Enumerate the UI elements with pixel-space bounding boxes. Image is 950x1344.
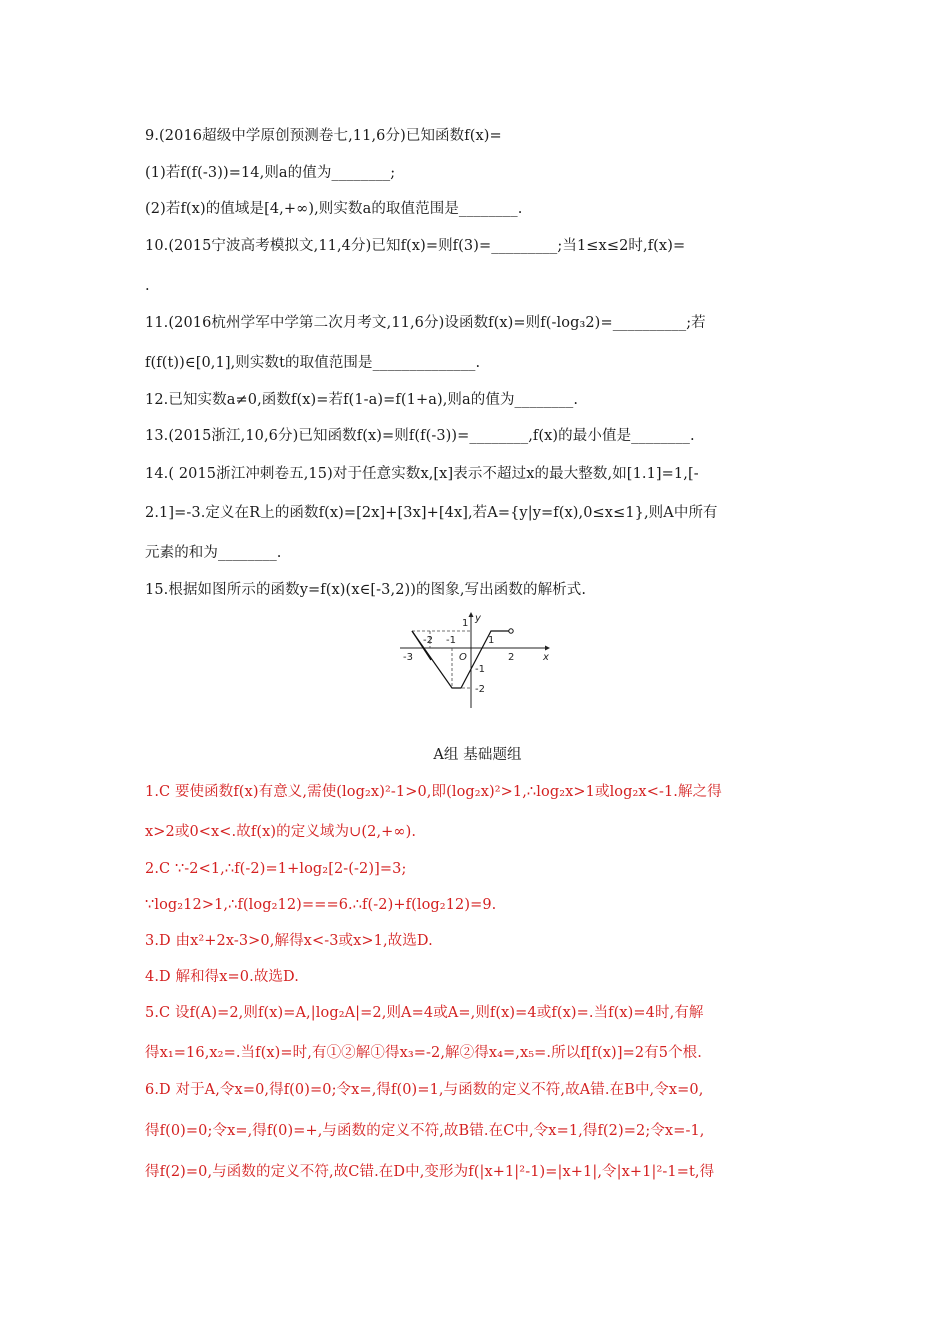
y-tick-minus-1: -1 (475, 664, 485, 675)
question-14: 14.( 2015浙江冲刺卷五,15)对于任意实数x,[x]表示不超过x的最大整数,如[1.1]=1,[- (145, 466, 699, 482)
answer-4: 4.D 解和得x=0.故选D. (145, 969, 299, 985)
question-13: 13.(2015浙江,10,6分)已知函数f(x)=则f(f(-3))=________,f(x)的最小值是________. (145, 428, 695, 444)
question-15: 15.根据如图所示的函数y=f(x)(x∈[-3,2))的图象,写出函数的解析式. (145, 582, 587, 598)
answer-6-cont-2: 得f(2)=0,与函数的定义不符,故C错.在D中,变形为f(|x+1|²-1)=|x+1|,令|x+1|²-1=t,得 (145, 1164, 715, 1180)
x-tick-minus-1: -1 (446, 635, 456, 646)
question-12: 12.已知实数a≠0,函数f(x)=若f(1-a)=f(1+a),则a的值为________. (145, 392, 579, 408)
answer-3: 3.D 由x²+2x-3>0,解得x<-3或x>1,故选D. (145, 933, 433, 949)
function-graph (395, 610, 555, 710)
answer-5-cont: 得x₁=16,x₂=.当f(x)=时,有①②解①得x₃=-2,解②得x₄=,x₅=.所以f[f(x)]=2有5个根. (145, 1045, 702, 1061)
y-tick-minus-2: -2 (475, 684, 485, 695)
question-10-end: . (145, 278, 150, 294)
x-tick-minus-2: -2 (423, 635, 433, 646)
origin-label: O (459, 652, 467, 663)
x-axis-label: x (543, 652, 549, 663)
question-9-part-1: (1)若f(f(-3))=14,则a的值为________; (145, 165, 396, 181)
question-11: 11.(2016杭州学军中学第二次月考文,11,6分)设函数f(x)=则f(-log₃2)=__________;若 (145, 315, 706, 331)
question-10: 10.(2015宁波高考模拟文,11,4分)已知f(x)=则f(3)=_________;当1≤x≤2时,f(x)= (145, 238, 686, 254)
answer-6-cont-1: 得f(0)=0;令x=,得f(0)=+,与函数的定义不符,故B错.在C中,令x=1,得f(2)=2;令x=-1, (145, 1123, 705, 1139)
answer-2: 2.C ∵-2<1,∴f(-2)=1+log₂[2-(-2)]=3; (145, 861, 407, 877)
answer-1-cont: x>2或0<x<.故f(x)的定义域为∪(2,+∞). (145, 824, 417, 840)
question-14-end: 元素的和为________. (145, 545, 282, 561)
x-tick-1: 1 (488, 635, 495, 646)
y-axis-label: y (475, 613, 481, 624)
x-axis-arrow (545, 646, 550, 651)
question-11-cont: f(f(t))∈[0,1],则实数t的取值范围是______________. (145, 355, 481, 371)
x-tick-2: 2 (508, 652, 515, 663)
answer-2-cont: ∵log₂12>1,∴f(log₂12)===6.∴f(-2)+f(log₂12)=9. (145, 897, 497, 913)
y-tick-1: 1 (462, 618, 469, 629)
open-endpoint (509, 629, 513, 633)
x-tick-minus-3: -3 (403, 652, 413, 663)
y-axis-arrow (469, 612, 474, 617)
question-14-cont: 2.1]=-3.定义在R上的函数f(x)=[2x]+[3x]+[4x],若A={y|y=f(x),0≤x≤1},则A中所有 (145, 505, 718, 521)
answer-6: 6.D 对于A,令x=0,得f(0)=0;令x=,得f(0)=1,与函数的定义不符,故A错.在B中,令x=0, (145, 1082, 704, 1098)
question-9: 9.(2016超级中学原创预测卷七,11,6分)已知函数f(x)= (145, 128, 502, 144)
answer-5: 5.C 设f(A)=2,则f(x)=A,|log₂A|=2,则A=4或A=,则f(x)=4或f(x)=.当f(x)=4时,有解 (145, 1005, 704, 1021)
section-title: A组 基础题组 (433, 747, 522, 763)
answer-1: 1.C 要使函数f(x)有意义,需使(log₂x)²-1>0,即(log₂x)²>1,∴log₂x>1或log₂x<-1.解之得 (145, 784, 722, 800)
question-9-part-2: (2)若f(x)的值域是[4,+∞),则实数a的取值范围是________. (145, 201, 523, 217)
